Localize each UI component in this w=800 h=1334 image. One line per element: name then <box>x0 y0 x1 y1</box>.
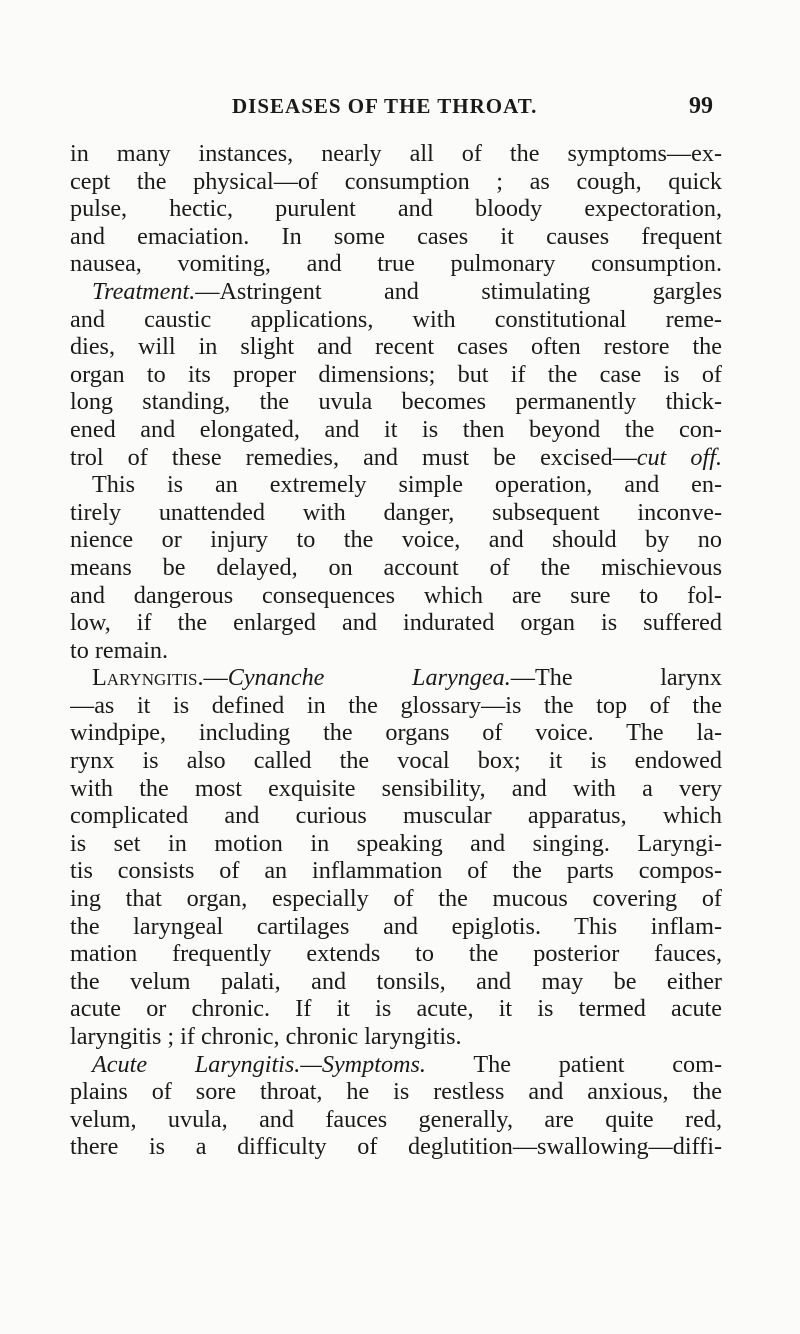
text-line-27: tis consists of an inflammation of the parts compos- <box>70 857 722 885</box>
text-line-33: laryngitis ; if chronic, chronic laryngitis. <box>70 1023 462 1050</box>
text-line-25: complicated and curious muscular apparatus, which <box>70 802 722 830</box>
text-line-34-rest: The patient com- <box>425 1050 722 1078</box>
running-head <box>232 88 712 124</box>
text-line-19: to remain. <box>70 636 169 664</box>
text-line-17: and dangerous consequences which are sure to fol- <box>70 581 722 609</box>
page-number: 99 <box>689 93 713 119</box>
text-line-2: cept the physical—of consumption ; as cough, quick <box>70 167 722 195</box>
text-line-15: nience or injury to the voice, and should by no <box>70 526 722 554</box>
text-line-18: low, if the enlarged and indurated organ is suffered <box>70 609 722 637</box>
cynanche-laryngea-heading: Cynanche Laryngea. <box>227 664 511 692</box>
text-line-31: the velum palati, and tonsils, and may be either <box>70 967 722 995</box>
text-line-6-rest: —Astringent and stimulating gargles <box>195 277 722 305</box>
heading-dash: — <box>203 664 228 692</box>
text-line-7: and caustic applications, with constitutional reme- <box>70 305 722 333</box>
text-line-32: acute or chronic. If it is acute, it is termed acute <box>70 995 722 1023</box>
cut-off-emphasis: cut off. <box>636 443 722 471</box>
text-line-36: velum, uvula, and fauces generally, are quite red, <box>70 1105 722 1133</box>
text-line-26: is set in motion in speaking and singing. Laryngi- <box>70 829 722 857</box>
text-line-10: long standing, the uvula becomes permanently thick- <box>70 388 722 416</box>
text-line-4: and emaciation. In some cases it causes frequent <box>70 222 722 250</box>
text-body <box>70 140 722 1161</box>
text-line-37: there is a difficulty of deglutition—swallowing—diffi- <box>70 1133 722 1161</box>
text-line-20-rest: —The larynx <box>510 664 722 692</box>
text-line-13: This is an extremely simple operation, and en- <box>92 471 722 499</box>
text-line-34 <box>70 1051 722 1079</box>
text-line-14: tirely unattended with danger, subsequent inconve- <box>70 498 722 526</box>
text-line-16: means be delayed, on account of the mischievous <box>70 553 722 581</box>
text-line-11: ened and elongated, and it is then beyond the con- <box>70 415 722 443</box>
text-line-28: ing that organ, especially of the mucous covering of <box>70 885 722 913</box>
text-line-12 <box>70 444 722 472</box>
running-title: DISEASES OF THE THROAT. <box>232 94 538 118</box>
text-line-35: plains of sore throat, he is restless and anxious, the <box>70 1078 722 1106</box>
acute-laryngitis-heading: Acute Laryngitis.—Symptoms. <box>92 1050 426 1078</box>
text-line-1: in many instances, nearly all of the symptoms—ex- <box>70 140 722 167</box>
laryngitis-heading: Laryngitis. <box>92 664 204 692</box>
text-line-20 <box>70 664 722 692</box>
text-line-30: mation frequently extends to the posterior fauces, <box>70 940 722 968</box>
text-line-3: pulse, hectic, purulent and bloody expectoration, <box>70 195 722 223</box>
text-line-29: the laryngeal cartilages and epiglotis. This inflam- <box>70 912 722 940</box>
text-line-21: —as it is defined in the glossary—is the top of the <box>70 691 722 719</box>
treatment-heading: Treatment. <box>92 277 196 305</box>
text-line-8: dies, will in slight and recent cases often restore the <box>70 333 722 361</box>
text-line-6 <box>70 278 722 306</box>
text-line-5: nausea, vomiting, and true pulmonary consumption. <box>70 250 722 278</box>
text-line-24: with the most exquisite sensibility, and with a very <box>70 774 722 802</box>
text-line-22: windpipe, including the organs of voice. The la- <box>70 719 722 747</box>
text-line-23: rynx is also called the vocal box; it is endowed <box>70 747 722 775</box>
text-line-12-start: trol of these remedies, and must be excised— <box>70 443 637 471</box>
text-line-9: organ to its proper dimensions; but if the case is of <box>70 360 722 388</box>
